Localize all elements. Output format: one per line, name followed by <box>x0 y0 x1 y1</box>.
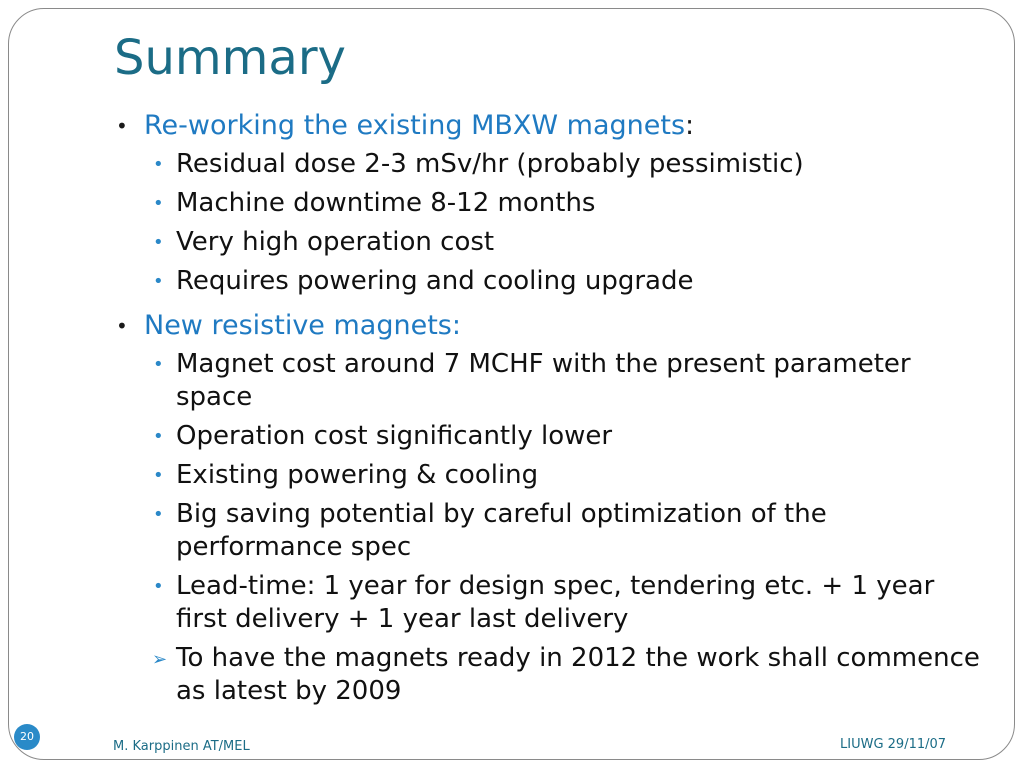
list-item-text: Machine downtime 8-12 months <box>176 188 596 218</box>
list-item <box>116 420 986 453</box>
bullet-icon: • <box>153 232 164 253</box>
list-item-text: Requires powering and cooling upgrade <box>176 266 694 296</box>
list-item <box>116 226 986 259</box>
bullet-icon: • <box>153 504 164 525</box>
list-item <box>116 459 986 492</box>
list-item-text: Magnet cost around 7 MCHF with the present parameter space <box>176 349 911 412</box>
bullet-icon: • <box>153 154 164 175</box>
bullet-icon: • <box>153 354 164 375</box>
section-heading-new <box>116 308 986 344</box>
bullet-icon: • <box>116 314 128 338</box>
slide-content <box>116 108 986 714</box>
list-item-text: Very high operation cost <box>176 227 495 257</box>
arrow-right-icon: ➢ <box>152 649 168 670</box>
list-item-text: Operation cost significantly lower <box>176 421 613 451</box>
section-heading-rework <box>116 108 986 144</box>
section-heading-text: New resistive magnets: <box>144 310 461 341</box>
list-item <box>116 187 986 220</box>
list-item-text: Lead-time: 1 year for design spec, tendering etc. + 1 year first delivery + 1 year last delivery <box>176 571 935 634</box>
list-item <box>116 570 986 636</box>
list-item-text: To have the magnets ready in 2012 the work shall commence as latest by 2009 <box>176 643 980 706</box>
bullet-icon: • <box>153 465 164 486</box>
footer-date: LIUWG 29/11/07 <box>840 737 947 752</box>
slide-title: Summary <box>114 30 346 86</box>
section-heading-suffix: : <box>685 110 695 141</box>
section-heading-text: Re-working the existing MBXW magnets <box>144 110 686 141</box>
bullet-icon: • <box>153 193 164 214</box>
list-item <box>116 265 986 298</box>
list-item-text: Residual dose 2-3 mSv/hr (probably pessimistic) <box>176 149 804 179</box>
list-item <box>116 148 986 181</box>
slide-number-badge: 20 <box>14 724 40 750</box>
arrow-list-item <box>116 642 986 708</box>
list-item-text: Existing powering & cooling <box>176 460 539 490</box>
list-item-text: Big saving potential by careful optimization of the performance spec <box>176 499 827 562</box>
bullet-icon: • <box>153 426 164 447</box>
bullet-icon: • <box>153 576 164 597</box>
bullet-icon: • <box>116 114 128 138</box>
list-item <box>116 498 986 564</box>
bullet-icon: • <box>153 271 164 292</box>
list-item <box>116 348 986 414</box>
footer-author: M. Karppinen AT/MEL <box>113 739 250 754</box>
